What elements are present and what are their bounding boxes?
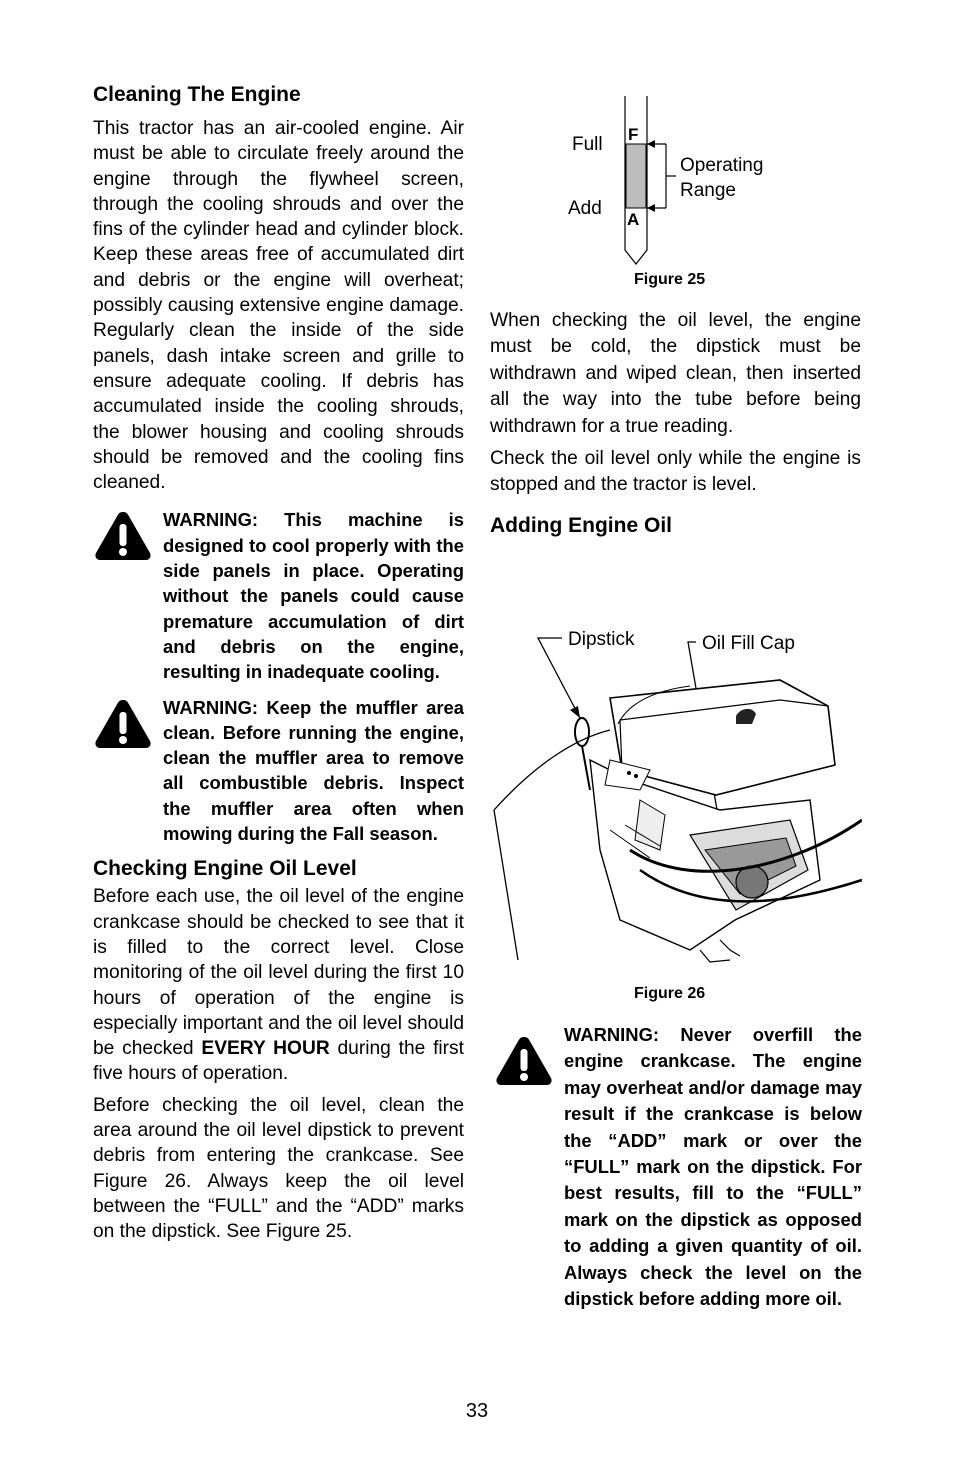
figure-25-caption: Figure 25 — [634, 271, 706, 288]
oil-level-emphasis: EVERY HOUR — [201, 1038, 330, 1060]
warning-cooling-text: WARNING: This machine is designed to cool properly with the side panels in place. Operating without the panels could cause premature accumulation of dirt and debris on the engine, resulting in inadequate cooling. — [163, 509, 464, 683]
adding-oil-heading: Adding Engine Oil — [490, 513, 672, 537]
warning-muffler — [93, 695, 464, 847]
full-arrow-icon — [647, 140, 655, 148]
cleaning-heading: Cleaning The Engine — [93, 83, 301, 106]
operating-range-band — [626, 144, 646, 208]
oil-level-text-b: during the first five hours of operation. — [93, 1038, 464, 1085]
figure-25-dipstick-diagram — [560, 92, 800, 267]
right-column-text — [490, 308, 861, 539]
left-column — [93, 82, 464, 1244]
oil-fill-cap-callout-label: Oil Fill Cap — [702, 633, 795, 654]
check-paragraph-2: Check the oil level only while the engine is stopped and the tractor is level. — [490, 448, 861, 496]
f-mark: F — [628, 125, 639, 144]
dipstick-callout-label: Dipstick — [568, 629, 635, 650]
cleaning-paragraph: This tractor has an air-cooled engine. Air must be able to circulate freely around the engine through the flywheel screen, through the cooling shrouds and over the fins of the cylinder head and cylinder block. Keep these areas free of accumulated dirt and debris or the engine will overheat; possibly causing extensive engine damage. Regularly clean the inside of the side panels, dash intake screen and grille to ensure adequate cooling. If debris has accumulated inside the cooling shrouds, the blower housing and cooling shrouds should be removed and the cooling fins cleaned. — [93, 118, 464, 494]
operating-range-line2: Range — [680, 180, 736, 201]
add-label: Add — [568, 198, 602, 219]
figure-26-caption: Figure 26 — [634, 985, 706, 1002]
warning-muffler-text: WARNING: Keep the muffler area clean. Before running the engine, clean the muffler area to remove all combustible debris. Inspect the muffler area often when mowing during the Fall season. — [163, 696, 464, 845]
warning-cooling — [93, 507, 464, 684]
page-number: 33 — [465, 1400, 489, 1422]
warning-triangle-icon — [494, 1034, 554, 1089]
a-mark: A — [627, 210, 640, 229]
check-paragraph-1: When checking the oil level, the engine must be cold, the dipstick must be withdrawn and wiped clean, then inserted all the way into the tube before being withdrawn for a true reading. — [490, 310, 861, 437]
warning-triangle-icon — [93, 697, 153, 752]
warning-overfill — [494, 1022, 862, 1312]
full-label: Full — [572, 134, 603, 155]
oil-level-heading: Checking Engine Oil Level — [93, 857, 357, 881]
oil-level-paragraph-2: Before checking the oil level, clean the area around the oil level dipstick to prevent debris from entering the crankcase. See Figure 26. Always keep the oil level between the “FULL” and the “ADD” marks on the dipstick. See Figure 25. — [93, 1094, 464, 1243]
dipstick-ring — [575, 718, 589, 746]
warning-overfill-text: WARNING: Never overfill the engine crankcase. The engine may overheat and/or damage may result if the crankcase is below the “ADD” mark or over the “FULL” mark on the dipstick. For best results, fill to the “FULL” mark on the dipstick as opposed to adding a given quantity of oil. Always check the level on the dipstick before adding more oil. — [564, 1024, 862, 1310]
add-arrow-icon — [647, 204, 655, 212]
oil-level-paragraph-1 — [93, 884, 464, 1086]
figure-26-engine-illustration — [490, 620, 862, 965]
operating-range-line1: Operating — [680, 155, 764, 176]
oil-level-text-a: Before each use, the oil level of the engine crankcase should be checked to see that it is filled to the correct level. Close monitoring of the oil level during the first 10 hours of operation of the engine is especially important and the oil level should be checked — [93, 886, 464, 1060]
warning-triangle-icon — [93, 509, 153, 564]
